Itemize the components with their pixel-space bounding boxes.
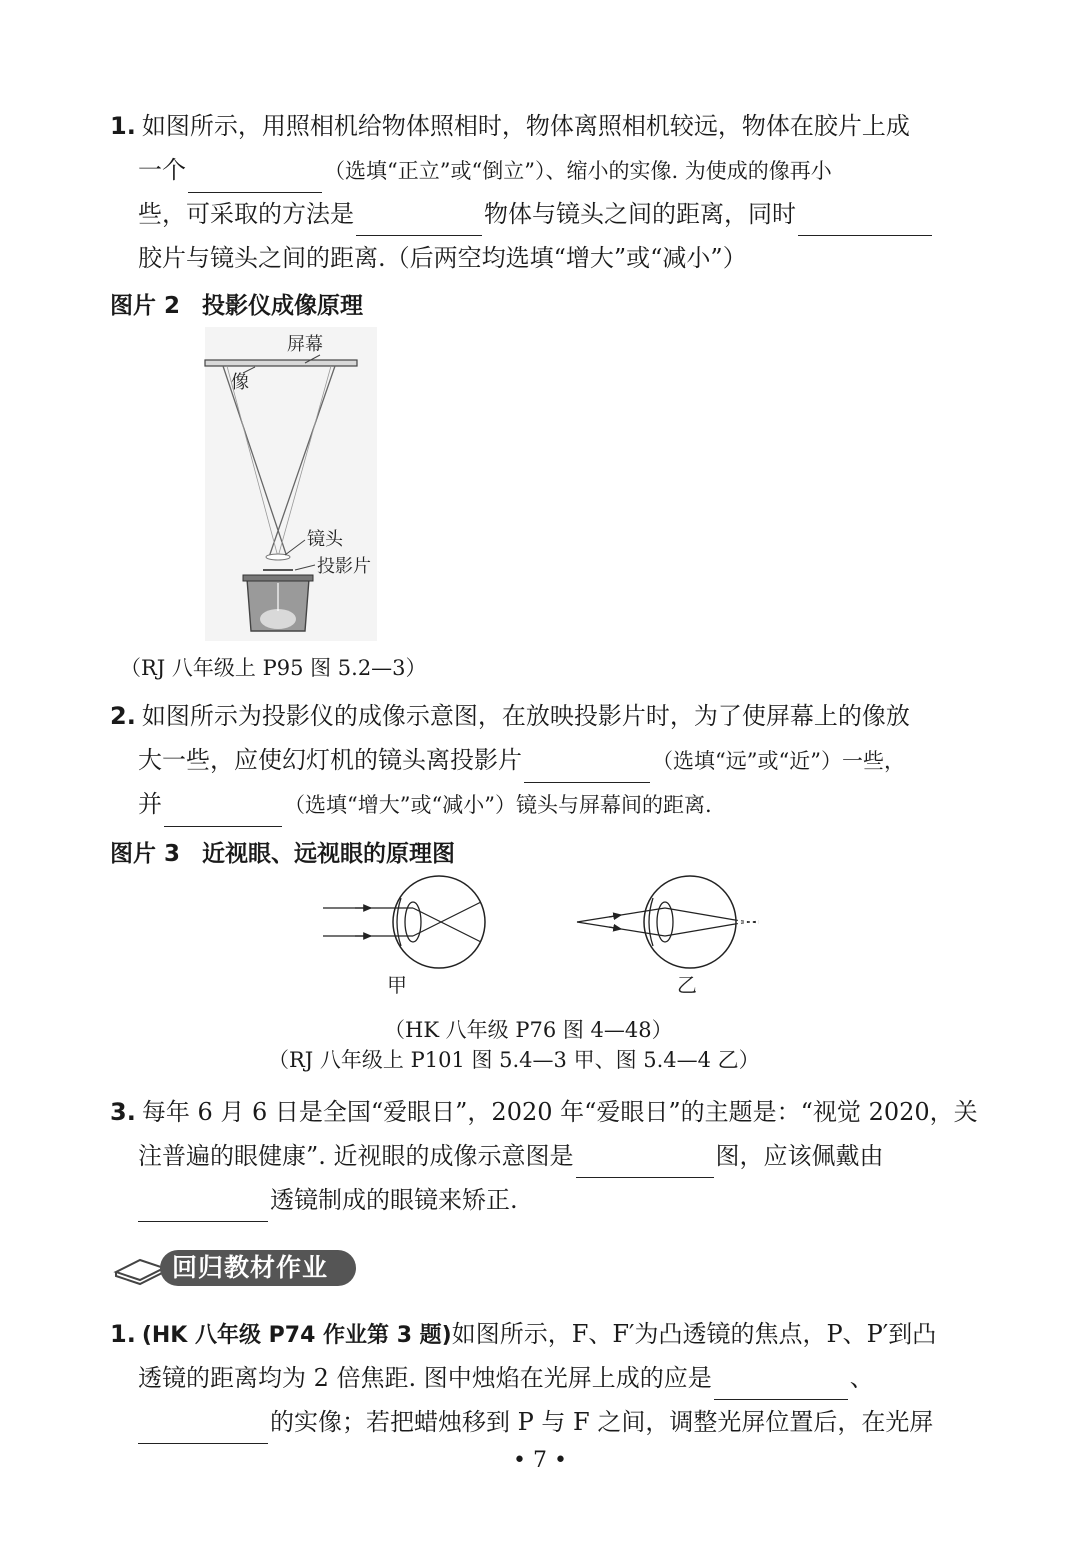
- section-tag: [110, 1246, 358, 1290]
- question-text: 一个: [138, 156, 186, 184]
- homework-question-1: [110, 1312, 970, 1444]
- hyperopia-eye: [577, 876, 759, 997]
- question-text: 如图所示，用照相机给物体照相时，物体离照相机较远，物体在胶片上成: [141, 112, 910, 140]
- answer-blank[interactable]: [576, 1147, 714, 1178]
- eye-diagrams: [315, 870, 775, 1005]
- question-text: （选填“正立”或“倒立”）、缩小的实像. 为使成的像再小: [324, 159, 832, 183]
- question-number: 2.: [110, 702, 136, 730]
- question-text: （选填“远”或“近”）一些，: [652, 749, 905, 773]
- left-eye-label: 甲: [387, 973, 407, 997]
- question-text: 些，可采取的方法是: [138, 200, 354, 228]
- question-number: 1.: [110, 112, 136, 140]
- answer-blank[interactable]: [138, 1191, 268, 1222]
- figure-label: 图片 2: [110, 293, 181, 319]
- figure-source: （HK 八年级 P76 图 4—48）: [384, 1018, 673, 1042]
- question-number: 1.: [110, 1320, 136, 1348]
- question-text: 大一些，应使幻灯机的镜头离投影片: [138, 746, 522, 774]
- question-3: [110, 1090, 978, 1222]
- question-text: 图，应该佩戴由: [715, 1142, 884, 1170]
- slide-label: 投影片: [317, 556, 371, 577]
- answer-blank[interactable]: [356, 205, 482, 236]
- answer-blank[interactable]: [188, 162, 322, 193]
- question-source: (HK 八年级 P74 作业第 3 题): [141, 1323, 452, 1348]
- screen-label: 屏幕: [287, 334, 323, 355]
- figure-source: （RJ 八年级上 P95 图 5.2—3）: [120, 656, 427, 680]
- answer-blank[interactable]: [524, 752, 650, 783]
- question-text: （选填“增大”或“减小”）镜头与屏幕间的距离.: [284, 793, 712, 817]
- question-text: 透镜制成的眼镜来矫正.: [270, 1186, 518, 1214]
- question-text: 的实像；若把蜡烛移到 P 与 F 之间，调整光屏位置后，在光屏: [270, 1408, 934, 1436]
- question-text: 每年 6 月 6 日是全国“爱眼日”，2020 年“爱眼日”的主题是：“视觉 2020，关: [141, 1098, 978, 1126]
- answer-blank[interactable]: [714, 1369, 848, 1400]
- figure-label: 图片 3: [110, 841, 181, 867]
- section-title: 回归教材作业: [172, 1253, 329, 1282]
- image-label: 像: [231, 372, 249, 393]
- answer-blank[interactable]: [138, 1413, 268, 1444]
- lens-label: 镜头: [307, 529, 343, 550]
- question-text: 注普遍的眼健康”. 近视眼的成像示意图是: [138, 1142, 574, 1170]
- answer-blank[interactable]: [164, 796, 282, 827]
- figure-heading: [110, 835, 455, 868]
- question-text: 如图所示为投影仪的成像示意图，在放映投影片时，为了使屏幕上的像放: [141, 702, 910, 730]
- question-text: 胶片与镜头之间的距离.（后两空均选填“增大”或“减小”）: [138, 244, 747, 272]
- projector-diagram: [195, 325, 405, 643]
- question-text: 物体与镜头之间的距离，同时: [484, 200, 796, 228]
- figure-title: 近视眼、远视眼的原理图: [202, 841, 456, 867]
- figure-source: （RJ 八年级上 P101 图 5.4—3 甲、图 5.4—4 乙）: [268, 1048, 760, 1072]
- myopia-eye: [323, 876, 485, 997]
- question-1: [110, 104, 970, 280]
- question-text: 如图所示，F、F′为凸透镜的焦点，P、P′到凸: [451, 1320, 937, 1348]
- page-number: • 7 •: [513, 1448, 567, 1473]
- figure-heading: [110, 287, 363, 320]
- answer-blank[interactable]: [798, 205, 932, 236]
- question-number: 3.: [110, 1098, 136, 1126]
- question-text: 、: [849, 1364, 874, 1392]
- question-2: [110, 694, 970, 826]
- right-eye-label: 乙: [677, 973, 697, 997]
- figure-title: 投影仪成像原理: [202, 293, 364, 319]
- question-text: 并: [138, 790, 162, 818]
- question-text: 透镜的距离均为 2 倍焦距. 图中烛焰在光屏上成的应是: [138, 1364, 712, 1392]
